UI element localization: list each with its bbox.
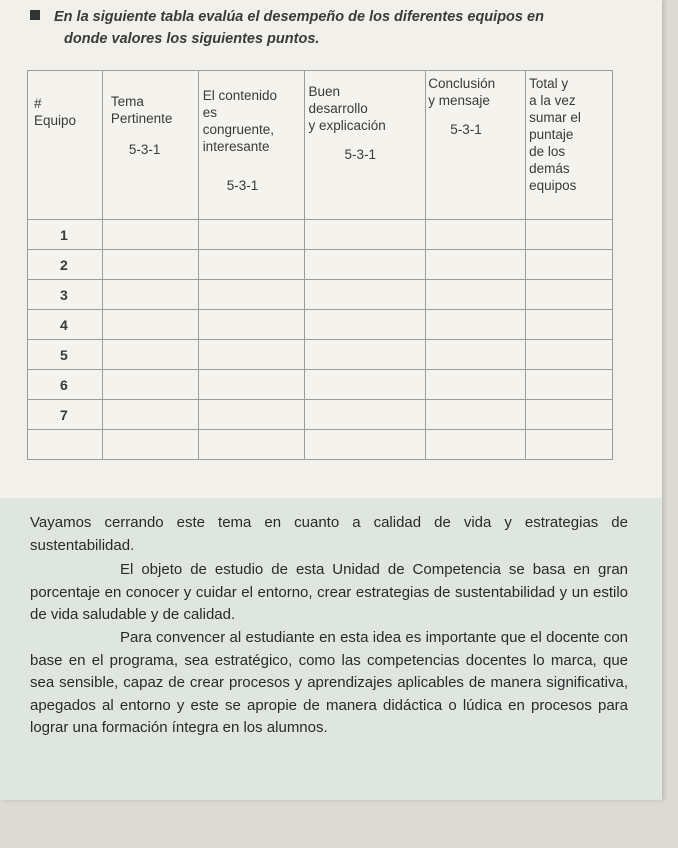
team-number: 7	[28, 400, 103, 430]
table-row	[28, 220, 613, 250]
header-tema-label: Tema Pertinente	[110, 94, 173, 126]
instruction-line-2: donde valores los siguientes puntos.	[64, 31, 320, 47]
score-cell[interactable]	[198, 310, 304, 340]
score-cell[interactable]	[198, 220, 304, 250]
table-row	[28, 310, 613, 340]
score-cell[interactable]	[426, 220, 526, 250]
score-cell[interactable]	[102, 310, 198, 340]
bullet-icon	[30, 10, 40, 20]
score-cell[interactable]	[304, 250, 426, 280]
team-number: 4	[28, 310, 103, 340]
total-cell[interactable]	[526, 400, 613, 430]
header-contenido	[198, 71, 304, 220]
header-conclusion-label: Conclusión y mensaje	[428, 76, 496, 108]
team-number	[28, 430, 103, 460]
reading-section	[0, 498, 662, 800]
paragraph-closing: Vayamos cerrando este tema en cuanto a calidad de vida y estrategias de sustentabilidad.	[30, 514, 628, 554]
score-cell[interactable]	[102, 340, 198, 370]
score-cell[interactable]	[304, 400, 426, 430]
header-conclusion	[426, 71, 526, 220]
score-cell[interactable]	[198, 250, 304, 280]
score-cell[interactable]	[426, 250, 526, 280]
header-conclusion-score: 5-3-1	[450, 122, 482, 137]
header-contenido-score: 5-3-1	[226, 178, 259, 193]
table-row	[28, 250, 613, 280]
paragraph-convince: Para convencer al estudiante en esta idea es importante que el docente con base en el programa, sea estratégico, como las competencias docentes lo marca, que sea sensible, capaz de crear procesos y aprendizajes aplicables de manera significativa, apegados al entorno y este se apropie de manera didáctica o lúdica en procesos para lograr una formación íntegra en los alumnos.	[30, 629, 628, 737]
total-cell[interactable]	[526, 370, 613, 400]
score-cell[interactable]	[304, 280, 426, 310]
team-number: 5	[28, 340, 103, 370]
table-row	[28, 400, 613, 430]
score-cell[interactable]	[102, 220, 198, 250]
team-number: 2	[28, 250, 103, 280]
header-contenido-label: El contenido es congruente, interesante	[202, 88, 277, 154]
table-row	[28, 430, 613, 460]
header-tema-score: 5-3-1	[128, 142, 161, 157]
score-cell[interactable]	[426, 370, 526, 400]
header-desarrollo-score: 5-3-1	[344, 147, 377, 162]
score-cell[interactable]	[198, 430, 304, 460]
score-cell[interactable]	[304, 310, 426, 340]
header-desarrollo	[304, 71, 426, 220]
total-cell[interactable]	[526, 430, 613, 460]
score-cell[interactable]	[426, 310, 526, 340]
score-cell[interactable]	[304, 370, 426, 400]
header-equipo	[28, 71, 103, 220]
score-cell[interactable]	[426, 280, 526, 310]
table-row	[28, 370, 613, 400]
score-cell[interactable]	[102, 430, 198, 460]
team-number: 1	[28, 220, 103, 250]
score-cell[interactable]	[426, 400, 526, 430]
total-cell[interactable]	[526, 340, 613, 370]
header-equipo-label: # Equipo	[34, 96, 77, 128]
score-cell[interactable]	[426, 430, 526, 460]
header-total-label: Total y a la vez sumar el puntaje de los demás equipos	[529, 76, 581, 193]
header-row	[28, 71, 613, 220]
score-cell[interactable]	[304, 220, 426, 250]
total-cell[interactable]	[526, 250, 613, 280]
table-row	[28, 280, 613, 310]
total-cell[interactable]	[526, 220, 613, 250]
score-cell[interactable]	[198, 370, 304, 400]
evaluation-table	[27, 70, 613, 460]
score-cell[interactable]	[304, 430, 426, 460]
score-cell[interactable]	[198, 400, 304, 430]
header-desarrollo-label: Buen desarrollo y explicación	[308, 84, 386, 133]
score-cell[interactable]	[198, 280, 304, 310]
score-cell[interactable]	[102, 280, 198, 310]
header-tema-pertinente	[102, 71, 198, 220]
instruction-line-1: En la siguiente tabla evalúa el desempeño de los diferentes equipos en	[54, 9, 544, 25]
team-number: 3	[28, 280, 103, 310]
table-row	[28, 340, 613, 370]
score-cell[interactable]	[102, 400, 198, 430]
total-cell[interactable]	[526, 280, 613, 310]
score-cell[interactable]	[102, 250, 198, 280]
score-cell[interactable]	[102, 370, 198, 400]
paragraph-objective: El objeto de estudio de esta Unidad de Competencia se basa en gran porcentaje en conocer y cuidar el entorno, crear estrategias de sustentabilidad y un estilo de vida saludable y de calidad.	[30, 561, 628, 624]
header-total	[526, 71, 613, 220]
team-number: 6	[28, 370, 103, 400]
score-cell[interactable]	[426, 340, 526, 370]
instruction	[30, 6, 630, 50]
score-cell[interactable]	[198, 340, 304, 370]
total-cell[interactable]	[526, 310, 613, 340]
score-cell[interactable]	[304, 340, 426, 370]
